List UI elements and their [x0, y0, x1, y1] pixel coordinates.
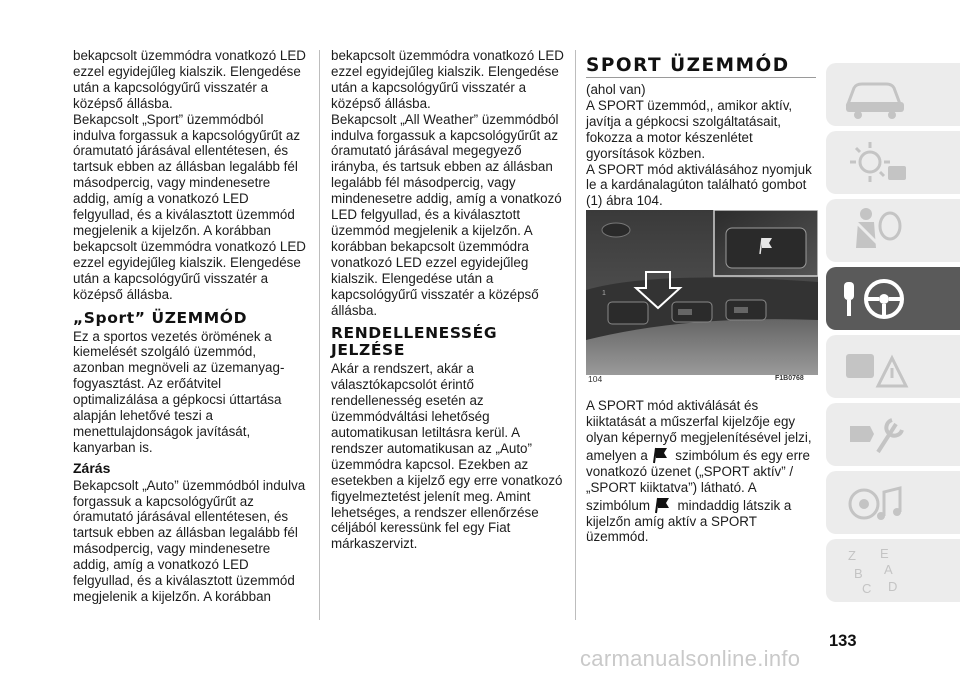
- figure-code: F1B0768: [775, 375, 804, 382]
- paragraph: Akár a rendszert, akár a választókapcsolót érintő rendellenesség esetén az üzemmódváltási lehetőség automatikusan letiltásra kerül. A rendszer automatikusan az „Auto” üzemmódra kapcsol. Ezekben az esetekben a kijelző egy erre vonatkozó figyelmeztetést jelenít meg. Amint lehetséges, a rendszer ellenőrzése céljából keressünk fel egy Fiat márkaszervizt.: [331, 361, 563, 552]
- column-divider: [575, 50, 576, 620]
- paragraph: [586, 398, 818, 545]
- maintenance-wrench-icon: [840, 408, 910, 461]
- paragraph: bekapcsolt üzemmódra vonatkozó LED ezzel egyidejűleg kialszik. Elengedése után a kapcsológyűrű visszatér a középső állásba.: [73, 48, 306, 111]
- paragraph-text: A SPORT mód aktiválását és kiiktatását a műszerfal kijelzője egy olyan képernyő megjelenítésével jelzi, amelyen a: [586, 398, 812, 463]
- paragraph: Bekapcsolt „Auto” üzemmódból indulva forgassuk a kapcsológyűrűt az óramutató járásával ellentétesen, és tartsuk ebben az állásban legalább fél másodpercig, vagy mindenesetre addig, amíg a vonatkozó LED felgyullad, és a kiválasztott üzemmód megjelenik a kijelzőn. A korábban: [73, 477, 306, 604]
- column-left: [73, 48, 309, 605]
- svg-text:D: D: [888, 579, 898, 594]
- subheading-zaras: Zárás: [73, 459, 111, 476]
- svg-text:1: 1: [602, 290, 606, 297]
- figure-number: 104: [588, 374, 603, 384]
- column-divider: [319, 50, 320, 620]
- paragraph-text: mindaddig látszik a kijelzőn amíg aktív a SPORT üzemmód.: [586, 497, 792, 545]
- column-right-bottom: [586, 398, 818, 545]
- car-dashboard-icon: [840, 68, 910, 121]
- chapter-tab-emergency[interactable]: [826, 335, 960, 398]
- svg-text:A: A: [884, 562, 893, 577]
- section-heading-sport: „Sport” ÜZEMMÓD: [73, 308, 248, 327]
- section-heading-malfunction: RENDELLENESSÉG JELZÉSE: [331, 324, 498, 360]
- page-number: 133: [829, 632, 857, 650]
- chapter-tab-multimedia[interactable]: [826, 471, 960, 534]
- chapter-tab-starting-driving[interactable]: [826, 267, 960, 330]
- paragraph-text: szimbólum és egy erre vonatkozó üzenet („SPORT aktív” / „SPORT kiiktatva”) látható. A szimbólum: [586, 447, 810, 513]
- page-title: SPORT ÜZEMMÓD: [586, 55, 790, 76]
- multimedia-icon: [840, 476, 910, 529]
- svg-text:C: C: [862, 581, 872, 596]
- chapter-tab-safety[interactable]: [826, 199, 960, 262]
- seatbelt-airbag-icon: [840, 204, 910, 257]
- chapter-tab-warning-lights[interactable]: [826, 131, 960, 194]
- svg-text:B: B: [854, 566, 863, 581]
- warning-lights-icon: [840, 136, 910, 189]
- paragraph: bekapcsolt üzemmódra vonatkozó LED ezzel egyidejűleg kialszik. Elengedése után a kapcsológyűrű visszatér a középső állásba.: [331, 48, 564, 111]
- sport-flag-icon: [652, 446, 672, 464]
- column-right-top: [586, 82, 818, 209]
- chapter-sidebar: [826, 63, 960, 608]
- sport-flag-icon: [654, 496, 674, 514]
- watermark: carmanualsonline.info: [580, 646, 801, 671]
- paragraph: (ahol van): [586, 82, 646, 97]
- alphabetical-index-icon: [840, 544, 910, 597]
- paragraph: Bekapcsolt „All Weather” üzemmódból indulva forgassuk a kapcsológyűrűt az óramutató járásával megegyező irányba, és tartsuk ebben az állásban legalább fél másodpercig, vagy mindenesetre addig, amíg a vonatkozó LED felgyullad, és a kiválasztott üzemmód megjelenik a kijelzőn. A korábban bekapcsolt üzemmódra vonatkozó LED ezzel egyidejűleg kialszik. Elengedése után a kapcsológyűrű visszatér a középső állásba.: [331, 111, 562, 318]
- figure-sport-button: [586, 210, 818, 375]
- key-steering-wheel-icon: [840, 272, 910, 325]
- chapter-tab-maintenance[interactable]: [826, 403, 960, 466]
- svg-text:E: E: [880, 546, 889, 561]
- paragraph: A SPORT üzemmód,, amikor aktív, javítja a gépkocsi szolgáltatásait, fokozza a motor készenlétet gyorsítások közben.: [586, 97, 793, 161]
- paragraph: Bekapcsolt „Sport” üzemmódból indulva forgassuk a kapcsológyűrűt az óramutató járásával ellentétesen, és tartsuk ebben az állásban legalább fél másodpercig, vagy mindenesetre addig, amíg a vonatkozó LED felgyullad, és a kiválasztott üzemmód megjelenik a kijelzőn. A korábban bekapcsolt üzemmódra vonatkozó LED ezzel egyidejűleg kialszik. Elengedése után a kapcsológyűrű visszatér a középső állásba.: [73, 111, 306, 302]
- svg-text:Z: Z: [848, 548, 856, 563]
- title-rule: [586, 77, 816, 78]
- chapter-tab-index[interactable]: [826, 539, 960, 602]
- paragraph: Ez a sportos vezetés örömének a kiemelését szolgáló üzemmód, azonban megnöveli az üzemanyag-fogyasztást. Az erőátvitel optimalizálása a gépkocsi úttartása alapján lehetővé teszi a menettulajdonságok javítását, kanyarban is.: [73, 328, 285, 455]
- column-middle: [331, 48, 567, 552]
- paragraph: A SPORT mód aktiválásához nyomjuk le a kardánalagúton található gombot (1) ábra 104.: [586, 161, 812, 209]
- chapter-tab-dashboard[interactable]: [826, 63, 960, 126]
- sport-button-console-image: [586, 210, 818, 375]
- emergency-triangle-icon: [840, 340, 910, 393]
